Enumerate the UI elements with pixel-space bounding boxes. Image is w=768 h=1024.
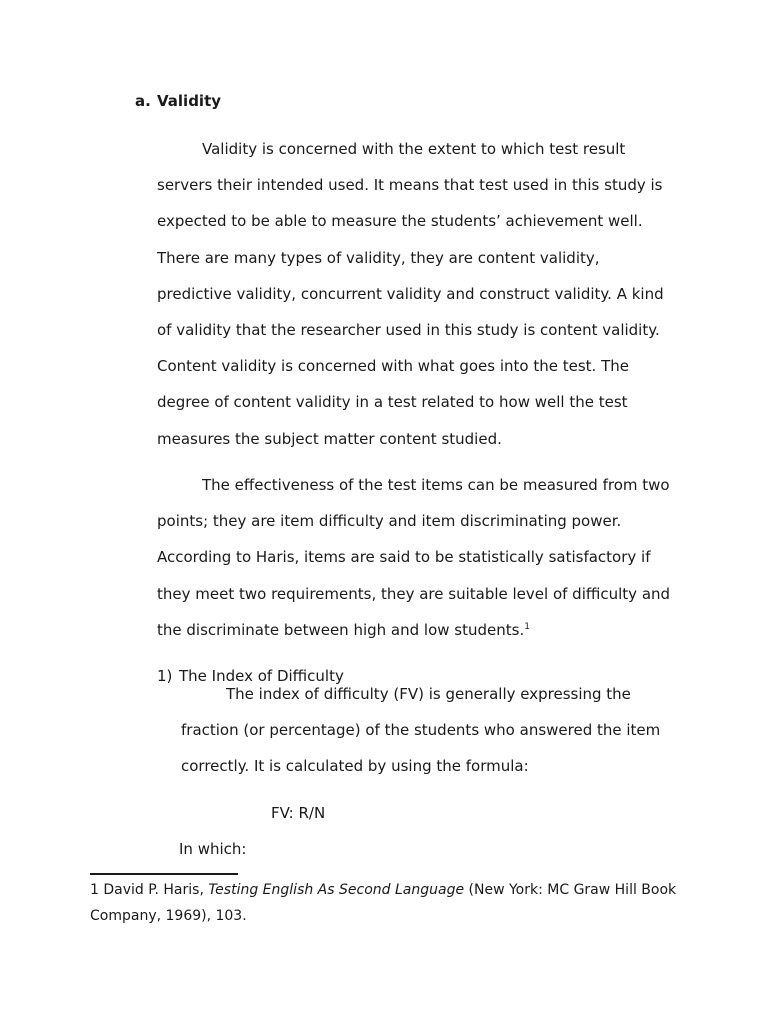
paragraph-line: Content validity is concerned with what goes into the test. The (157, 357, 629, 376)
subsection-title: The Index of Difficulty (179, 667, 344, 685)
formula: FV: R/N (271, 804, 326, 822)
paragraph-line: expected to be able to measure the students’ achievement well. (157, 212, 643, 231)
subsection-heading (157, 667, 344, 685)
paragraph-effectiveness (157, 476, 687, 657)
section-heading (135, 92, 221, 110)
paragraph-line: predictive validity, concurrent validity and construct validity. A kind (157, 284, 664, 303)
paragraph-line: The effectiveness of the test items can be measured from two (202, 476, 670, 494)
paragraph-line-last (157, 621, 687, 657)
paragraph-line: points; they are item difficulty and item discriminating power. (157, 512, 622, 531)
section-title: Validity (157, 92, 222, 110)
paragraph-line: Validity is concerned with the extent to which test result (202, 140, 626, 158)
paragraph-line: According to Haris, items are said to be statistically satisfactory if (157, 548, 651, 567)
paragraph-line-text: the discriminate between high and low students. (157, 620, 525, 639)
in-which-label: In which: (179, 840, 247, 858)
paragraph-line: they meet two requirements, they are suitable level of difficulty and (157, 584, 671, 603)
footnote-author: David P. Haris, (103, 882, 204, 898)
paragraph-index-of-difficulty (181, 685, 691, 794)
paragraph-line: correctly. It is calculated by using the formula: (181, 757, 529, 776)
footnote-separator (90, 873, 238, 875)
paragraph-line: fraction (or percentage) of the students who answered the item (181, 721, 661, 740)
section-marker: a. (135, 92, 151, 110)
footnote (90, 877, 690, 929)
paragraph-line: of validity that the researcher used in this study is content validity. (157, 320, 660, 339)
paragraph-line: The index of difficulty (FV) is generally expressing the (226, 685, 631, 703)
footnote-publication: (New York: MC Graw Hill Book Company, 1969), 103. (90, 882, 677, 924)
paragraph-validity (157, 140, 687, 466)
subsection-marker: 1) (157, 667, 173, 685)
paragraph-line: There are many types of validity, they are content validity, (157, 248, 600, 267)
paragraph-line: degree of content validity in a test related to how well the test (157, 393, 628, 412)
footnote-book-title: Testing English As Second Language (208, 882, 465, 898)
footnote-reference: 1 (524, 621, 530, 632)
footnote-number: 1 (90, 882, 99, 898)
paragraph-line: servers their intended used. It means that test used in this study is (157, 176, 663, 195)
paragraph-line: measures the subject matter content studied. (157, 429, 502, 448)
